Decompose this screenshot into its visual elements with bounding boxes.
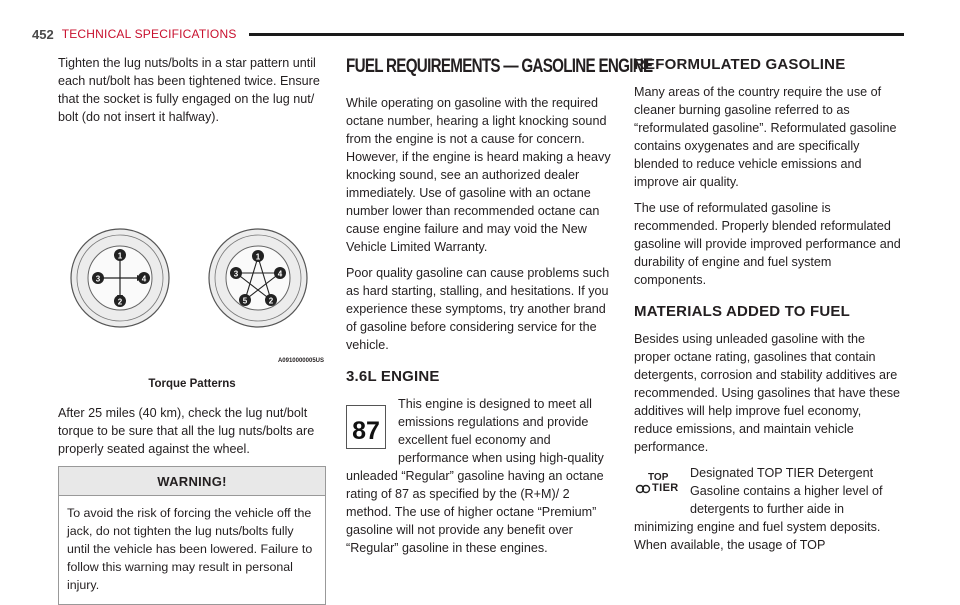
top-tier-text: Designated TOP TIER Detergent Gasoline contains a higher level of detergents to further aide in minimizing engine and fuel system deposits. When available, the usage of TOP	[634, 466, 883, 552]
materials-added-heading: MATERIALS ADDED TO FUEL	[634, 303, 850, 320]
recheck-torque-text: After 25 miles (40 km), check the lug nut/bolt torque to be sure that all the lug nuts/bolts are properly seated against the wheel.	[58, 406, 315, 456]
additives-text: Besides using unleaded gasoline with the proper octane rating, gasolines that contain detergents, corrosion and stability additives are recommended. Using gasolines that have these additives will help improve fuel economy, reduce emissions, and maintain vehicle performance.	[634, 332, 901, 454]
wheel-right-label-5: 5	[242, 296, 248, 306]
engine-subheading: 3.6L ENGINE	[346, 368, 440, 385]
poor-quality-text: Poor quality gasoline can cause problems such as hard starting, stalling, and hesitations. If you experience these symptoms, try another brand of gasoline before considering service for the vehicle.	[346, 266, 610, 352]
fuel-requirements-heading: FUEL REQUIREMENTS — GASOLINE ENGINE	[346, 56, 653, 77]
engine-octane-text: This engine is designed to meet all emissions regulations and provide excellent fuel economy and performance when using high-quality unleaded “Regular” gasoline having an octane rating of 87 as specified by the (R+M)/ 2 method. The use of higher octane “Premium” gasoline will not provide any benefit over “Regular” gasoline in these engines.	[346, 397, 604, 555]
page-number: 452	[32, 26, 54, 42]
wheel-5-lug	[209, 229, 307, 327]
wheel-left-label-3: 3	[95, 274, 101, 284]
fuel-drop-icon	[636, 483, 650, 495]
page-header	[32, 24, 904, 44]
wheel-right-label-1: 1	[255, 252, 261, 262]
column-3	[634, 54, 902, 562]
reformulated-text-2: The use of reformulated gasoline is recommended. Properly blended reformulated gasoline will provide improved performance and durability of engine and fuel system components.	[634, 201, 901, 287]
warning-title: WARNING!	[59, 467, 325, 496]
octane-number: 87	[352, 417, 380, 445]
top-tier-top-text: TOP	[648, 472, 669, 483]
figure-caption: Torque Patterns	[148, 378, 236, 390]
header-rule	[249, 33, 904, 36]
octane-knock-text: While operating on gasoline with the required octane number, hearing a light knocking sound from the engine is not a cause for concern. However, if the engine is heard making a heavy knocking sound, see an authorized dealer immediately. Use of gasoline with an octane number lower than recommended octane can cause engine failure and may void the New Vehicle Limited Warranty.	[346, 96, 611, 254]
top-tier-tier-text: TIER	[652, 482, 679, 494]
column-2	[346, 54, 653, 565]
wheel-right-label-4: 4	[277, 269, 283, 279]
figure-code: A0910000005US	[277, 358, 324, 364]
torque-pattern-illustration	[58, 134, 326, 374]
reformulated-gasoline-heading: REFORMULATED GASOLINE	[634, 56, 846, 73]
wheel-left-label-2: 2	[117, 297, 123, 307]
warning-box	[58, 466, 326, 605]
column-1	[58, 54, 326, 605]
wheel-right-label-3: 3	[233, 269, 239, 279]
top-tier-logo-icon	[634, 472, 680, 504]
torque-pattern-figure	[58, 134, 326, 374]
wheel-left-label-4: 4	[141, 274, 147, 284]
wheel-4-lug	[71, 229, 169, 327]
wheel-right-label-2: 2	[268, 296, 274, 306]
lug-nut-intro: Tighten the lug nuts/bolts in a star pattern until each nut/bolt has been tightened twice. Ensure that the socket is fully engaged on the lug nut/ bolt (do not insert it halfway).	[58, 56, 320, 124]
section-title: TECHNICAL SPECIFICATIONS	[61, 27, 237, 41]
wheel-left-label-1: 1	[117, 251, 123, 261]
octane-87-icon	[346, 405, 386, 449]
warning-text: To avoid the risk of forcing the vehicle off the jack, do not tighten the lug nuts/bolts fully until the vehicle has been lowered. Failure to follow this warning may result in personal injury.	[67, 506, 313, 592]
reformulated-text-1: Many areas of the country require the use of cleaner burning gasoline referred to as “reformulated gasoline”. Reformulated gasoline contains oxygenates and are specifically blended to reduce vehicle emissions and improve air quality.	[634, 85, 897, 189]
